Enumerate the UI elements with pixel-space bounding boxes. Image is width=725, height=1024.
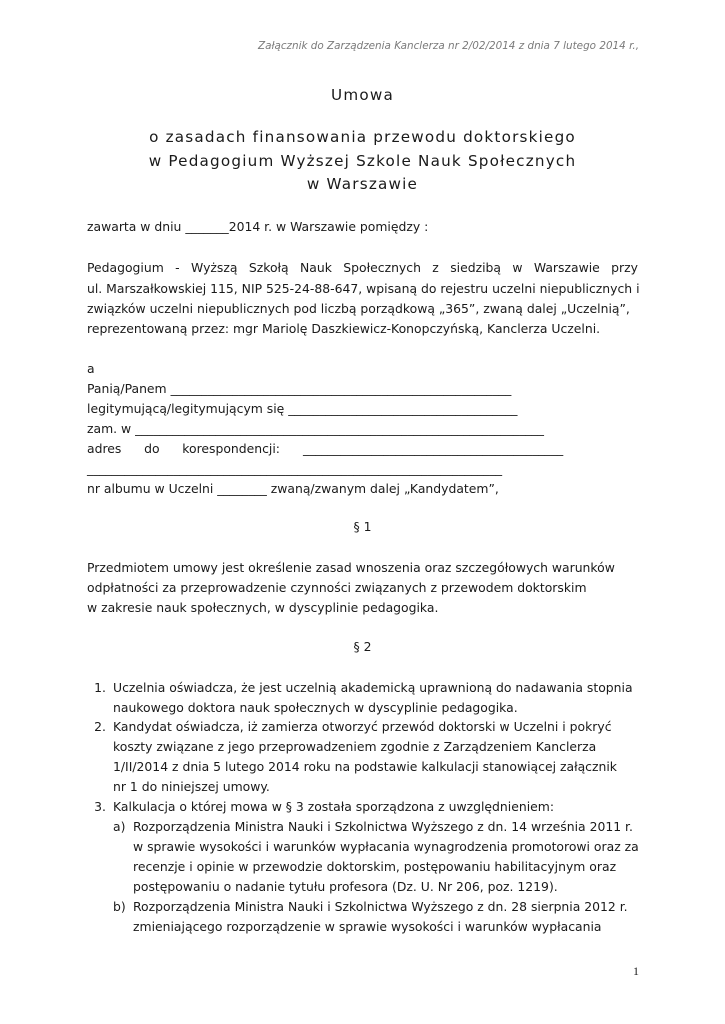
sub-item-a-line-2: w sprawie wysokości i warunków wypłacania wynagrodzenia promotorowi oraz za [133, 839, 639, 854]
sub-item-b-line-1: Rozporządzenia Ministra Nauki i Szkolnictwa Wyższego z dn. 28 sierpnia 2012 r. [133, 899, 628, 914]
party2-name-field: Panią/Panem _______________________________________________________ [87, 381, 512, 396]
sub-item-a-line-1: Rozporządzenia Ministra Nauki i Szkolnictwa Wyższego z dn. 14 września 2011 r. [133, 819, 633, 834]
title-line-2: o zasadach finansowania przewodu doktorskiego [149, 128, 576, 146]
sub-letter: b) [113, 899, 126, 914]
sub-letter: a) [113, 819, 126, 834]
document-title: Umowa [331, 86, 394, 104]
section-1-line-3: w zakresie nauk społecznych, w dyscyplinie pedagogika. [87, 600, 439, 615]
intro-line: zawarta w dniu _______2014 r. w Warszawie pomiędzy : [87, 219, 429, 234]
list-number: 2. [94, 719, 106, 734]
sub-item-a-line-3: recenzje i opinie w przewodzie doktorskim, postępowaniu habilitacyjnym oraz [133, 859, 617, 874]
sub-item-b-line-2: zmieniającego rozporządzenie w sprawie wysokości i warunków wypłacania [133, 919, 602, 934]
party1-line-2: ul. Marszałkowskiej 115, NIP 525-24-88-647, wpisaną do rejestru uczelni niepublicznych i [87, 281, 640, 296]
list-item-2-line-2: koszty związane z jego przeprowadzeniem zgodnie z Zarządzeniem Kanclerza [113, 739, 597, 754]
list-item-2-line-4: nr 1 do niniejszej umowy. [113, 779, 270, 794]
list-item-2-line-1: Kandydat oświadcza, iż zamierza otworzyć przewód doktorski w Uczelni i pokryć [113, 719, 612, 734]
party2-a: a [87, 361, 95, 376]
party1-line-3: związków uczelni niepublicznych pod liczbą porządkową „365”, zwaną dalej „Uczelnią”, [87, 301, 630, 316]
section-2-heading: § 2 [353, 639, 372, 654]
list-item-3-line-1: Kalkulacja o której mowa w § 3 została sporządzona z uwzględnieniem: [113, 799, 554, 814]
party2-id-field: legitymującą/legitymującym się _____________________________________ [87, 401, 518, 416]
section-1-line-1: Przedmiotem umowy jest określenie zasad wnoszenia oraz szczegółowych warunków [87, 560, 615, 575]
section-1-line-2: odpłatności za przeprowadzenie czynności związanych z przewodem doktorskim [87, 580, 587, 595]
party1-line-4: reprezentowaną przez: mgr Mariolę Daszkiewicz-Konopczyńską, Kanclerza Uczelni. [87, 321, 601, 336]
list-item-1-line-2: naukowego doktora nauk społecznych w dyscyplinie pedagogika. [113, 700, 518, 715]
party1-line-1: Pedagogium - Wyższą Szkołą Nauk Społecznych z siedzibą w Warszawie przy [87, 260, 638, 275]
party2-album-field: nr albumu w Uczelni ________ zwaną/zwanym dalej „Kandydatem”, [87, 481, 499, 496]
list-item-1-line-1: Uczelnia oświadcza, że jest uczelnią akademicką uprawnioną do nadawania stopnia [113, 680, 633, 695]
sub-item-a-line-4: postępowaniu o nadanie tytułu profesora (Dz. U. Nr 206, poz. 1219). [133, 879, 558, 894]
title-line-3: w Pedagogium Wyższej Szkole Nauk Społecznych [148, 152, 577, 170]
party2-corr-field: __________________________________________ [303, 441, 564, 456]
header-note: Załącznik do Zarządzenia Kanclerza nr 2/02/2014 z dnia 7 lutego 2014 r., [257, 40, 639, 52]
party2-address-field: zam. w __________________________________________________________________ [87, 421, 545, 436]
party2-corr-label: adres do korespondencji: [87, 441, 280, 456]
page-number: 1 [633, 964, 639, 978]
party2-corr-field-2: ___________________________________________________________________ [87, 461, 503, 476]
list-item-2-line-3: 1/II/2014 z dnia 5 lutego 2014 roku na podstawie kalkulacji stanowiącej załącznik [113, 759, 617, 774]
list-number: 1. [94, 680, 106, 695]
title-line-4: w Warszawie [306, 175, 419, 193]
list-number: 3. [94, 799, 106, 814]
section-1-heading: § 1 [353, 519, 372, 534]
